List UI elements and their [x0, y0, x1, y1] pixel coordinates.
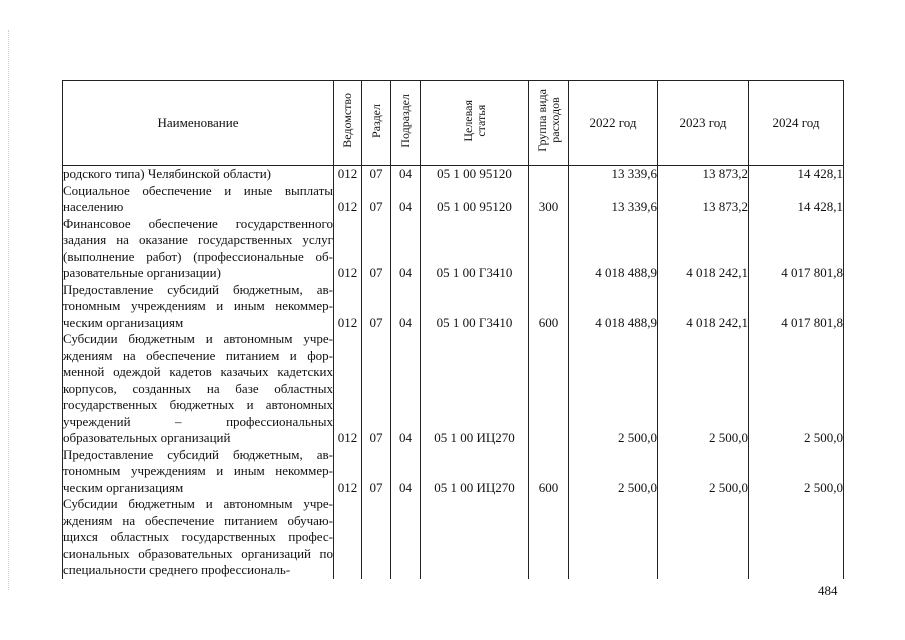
scan-margin-line — [8, 30, 10, 590]
row-dept — [334, 496, 362, 579]
row-value-2023: 2 500,0 — [658, 331, 749, 447]
row-dept: 012 — [334, 282, 362, 332]
row-value-2023: 4 018 242,1 — [658, 282, 749, 332]
page-number: 484 — [818, 583, 838, 598]
header-2024: 2024 год — [749, 81, 844, 166]
row-subsection: 04 — [391, 331, 421, 447]
row-value-2022: 13 339,6 — [569, 183, 658, 216]
row-value-2024: 14 428,1 — [749, 166, 844, 183]
row-subsection: 04 — [391, 216, 421, 282]
row-target-article — [421, 496, 529, 579]
row-value-2022: 4 018 488,9 — [569, 216, 658, 282]
row-name: Финансовое обеспечение государственного задания на оказание государственных услуг (выполнение работ) (профессиональные образовательные организации) — [63, 215, 333, 280]
row-value-2022: 2 500,0 — [569, 447, 658, 497]
row-section: 07 — [362, 282, 391, 332]
row-target-article: 05 1 00 95120 — [421, 166, 529, 183]
row-section: 07 — [362, 166, 391, 183]
row-section: 07 — [362, 216, 391, 282]
table-row — [63, 216, 844, 282]
row-name: Предоставление субсидий бюджетным, автономным учреждениям и иным некоммерческим организациям — [63, 281, 333, 330]
row-expense-group — [529, 496, 569, 579]
row-name: Субсидии бюджетным и автономным учреждениям на обеспечение питанием обучающихся областных государственных профессиональных образовательных организаций по специальности среднего профессиональ- — [63, 496, 333, 577]
row-value-2023: 2 500,0 — [658, 447, 749, 497]
row-value-2024 — [749, 496, 844, 579]
row-expense-group — [529, 166, 569, 183]
table-header-row — [63, 81, 844, 166]
row-value-2022 — [569, 496, 658, 579]
row-target-article: 05 1 00 95120 — [421, 183, 529, 216]
header-target-article: Целевая статья — [421, 81, 529, 166]
row-target-article: 05 1 00 Г3410 — [421, 216, 529, 282]
row-target-article: 05 1 00 ИЦ270 — [421, 447, 529, 497]
row-value-2024: 4 017 801,8 — [749, 282, 844, 332]
row-value-2023: 13 873,2 — [658, 166, 749, 183]
row-value-2024: 2 500,0 — [749, 447, 844, 497]
row-value-2022: 2 500,0 — [569, 331, 658, 447]
row-expense-group — [529, 216, 569, 282]
row-expense-group: 600 — [529, 282, 569, 332]
row-subsection — [391, 496, 421, 579]
row-target-article: 05 1 00 ИЦ270 — [421, 331, 529, 447]
table-row — [63, 282, 844, 332]
row-subsection: 04 — [391, 282, 421, 332]
table-row — [63, 447, 844, 497]
table-row — [63, 183, 844, 216]
row-expense-group — [529, 331, 569, 447]
row-dept: 012 — [334, 447, 362, 497]
row-name: родского типа) Челябинской области) — [63, 166, 334, 183]
table-row — [63, 166, 844, 183]
row-dept: 012 — [334, 216, 362, 282]
row-value-2022: 4 018 488,9 — [569, 282, 658, 332]
row-name: Предоставление субсидий бюджетным, автономным учреждениям и иным некоммерческим организациям — [63, 446, 333, 495]
row-section: 07 — [362, 331, 391, 447]
row-subsection: 04 — [391, 447, 421, 497]
header-2023: 2023 год — [658, 81, 749, 166]
row-subsection: 04 — [391, 183, 421, 216]
row-target-article: 05 1 00 Г3410 — [421, 282, 529, 332]
header-dept: Ведомство — [334, 81, 362, 166]
header-expense-group: Группа вида расходов — [529, 81, 569, 166]
row-value-2024: 4 017 801,8 — [749, 216, 844, 282]
row-dept: 012 — [334, 183, 362, 216]
row-value-2024: 2 500,0 — [749, 331, 844, 447]
row-value-2024: 14 428,1 — [749, 183, 844, 216]
row-value-2023 — [658, 496, 749, 579]
row-dept: 012 — [334, 331, 362, 447]
row-section: 07 — [362, 183, 391, 216]
header-subsection: Подраздел — [391, 81, 421, 166]
row-expense-group: 300 — [529, 183, 569, 216]
row-expense-group: 600 — [529, 447, 569, 497]
row-section — [362, 496, 391, 579]
budget-table — [62, 80, 844, 579]
row-subsection: 04 — [391, 166, 421, 183]
header-2022: 2022 год — [569, 81, 658, 166]
row-value-2023: 13 873,2 — [658, 183, 749, 216]
table-row — [63, 496, 844, 579]
row-value-2022: 13 339,6 — [569, 166, 658, 183]
header-name: Наименование — [63, 81, 334, 166]
table-row — [63, 331, 844, 447]
row-dept: 012 — [334, 166, 362, 183]
row-section: 07 — [362, 447, 391, 497]
row-name: Субсидии бюджетным и автономным учреждениям на обеспечение питанием и форменной одеждой кадетов казачьих кадетских корпусов, созданных на базе областных государственных бюджетных и автономных учреждений – профессиональных образовательных организаций — [63, 331, 333, 445]
header-section: Раздел — [362, 81, 391, 166]
row-name: Социальное обеспечение и иные выплаты населению — [63, 182, 333, 214]
row-value-2023: 4 018 242,1 — [658, 216, 749, 282]
